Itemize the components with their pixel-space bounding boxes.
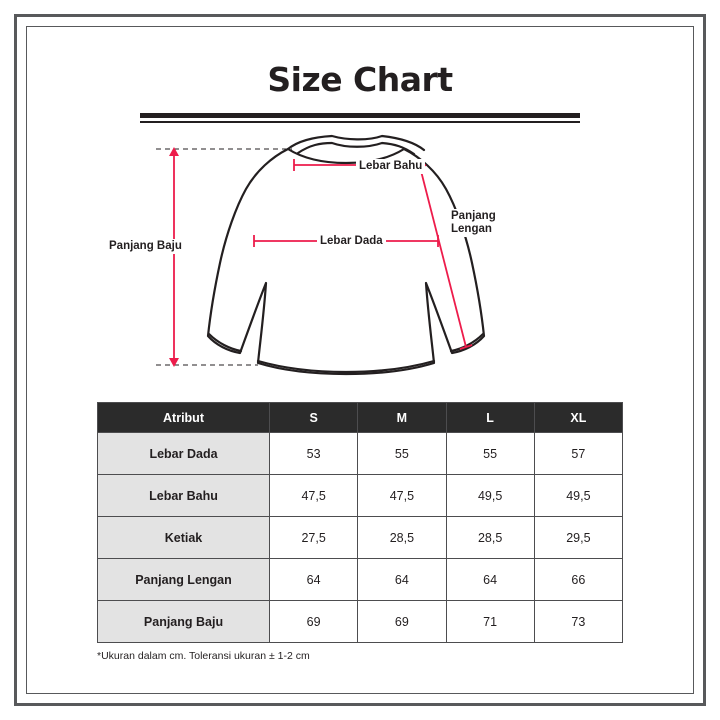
cell-value: 64 (358, 559, 446, 601)
table-header-row (98, 403, 623, 433)
header-size-xl: XL (534, 403, 622, 433)
cell-value: 27,5 (270, 517, 358, 559)
label-lebar-dada: Lebar Dada (317, 234, 386, 249)
label-lebar-bahu: Lebar Bahu (356, 159, 425, 174)
cell-value: 28,5 (358, 517, 446, 559)
cell-value: 71 (446, 601, 534, 643)
label-panjang-lengan-line2: Lengan (451, 223, 492, 236)
row-attribute: Ketiak (98, 517, 270, 559)
cell-value: 53 (270, 433, 358, 475)
cell-value: 64 (270, 559, 358, 601)
cell-value: 55 (358, 433, 446, 475)
size-table-head (98, 403, 623, 433)
row-attribute: Panjang Lengan (98, 559, 270, 601)
cell-value: 69 (358, 601, 446, 643)
row-attribute: Lebar Dada (98, 433, 270, 475)
header-size-l: L (446, 403, 534, 433)
cell-value: 29,5 (534, 517, 622, 559)
label-panjang-lengan-line1: Panjang (451, 210, 496, 222)
page-title: Size Chart (267, 60, 453, 99)
table-row (98, 517, 623, 559)
cell-value: 73 (534, 601, 622, 643)
label-panjang-lengan (448, 209, 499, 237)
cell-value: 66 (534, 559, 622, 601)
table-row (98, 475, 623, 517)
size-table-body (98, 433, 623, 643)
size-note: *Ukuran dalam cm. Toleransi ukuran ± 1-2 cm (97, 650, 310, 662)
header-attribute: Atribut (98, 403, 270, 433)
cell-value: 47,5 (270, 475, 358, 517)
label-panjang-baju: Panjang Baju (106, 239, 185, 254)
table-row (98, 601, 623, 643)
cell-value: 47,5 (358, 475, 446, 517)
title-divider-thick (140, 113, 580, 118)
header-size-m: M (358, 403, 446, 433)
title-divider (140, 113, 580, 123)
table-row (98, 433, 623, 475)
row-attribute: Lebar Bahu (98, 475, 270, 517)
page-content (46, 46, 674, 674)
row-attribute: Panjang Baju (98, 601, 270, 643)
table-row (98, 559, 623, 601)
cell-value: 55 (446, 433, 534, 475)
title-divider-thin (140, 121, 580, 123)
header-size-s: S (270, 403, 358, 433)
size-table (97, 402, 623, 643)
cell-value: 49,5 (534, 475, 622, 517)
cell-value: 69 (270, 601, 358, 643)
cell-value: 49,5 (446, 475, 534, 517)
garment-illustration (46, 131, 674, 396)
cell-value: 64 (446, 559, 534, 601)
size-table-wrapper (46, 402, 674, 662)
cell-value: 28,5 (446, 517, 534, 559)
cell-value: 57 (534, 433, 622, 475)
